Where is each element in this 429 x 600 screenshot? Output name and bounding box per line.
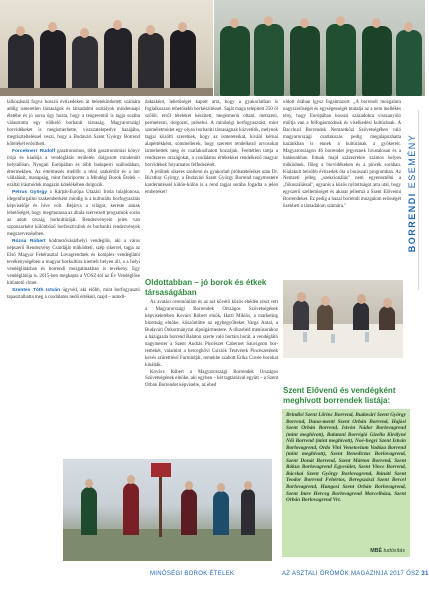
procession-photo — [63, 459, 272, 561]
paragraph: Szentes Tóth István ügyvéd, aki előbb, mint borfogyasztó tapasztalhatta meg a csodálatos nedű értékeit, majd – autodi- — [7, 287, 140, 300]
section-heading: Oldottabban – jó borok és étkek társaságában — [145, 278, 267, 297]
footer-right: AZ ASZTALI ÖRÖMÖK MAGAZINJA 2017 ŐSZ 31 — [282, 571, 429, 577]
person-name: Petrus György — [12, 190, 48, 196]
article-column-2-continued — [145, 300, 278, 452]
group-photo-robes — [214, 0, 425, 96]
article-column-3 — [283, 100, 401, 276]
article-column-2 — [145, 100, 278, 268]
footer-left-title: MINŐSÉGI BOROK ÉTELEK — [150, 571, 235, 577]
paragraph: Kovács Róbert a Magyarországi Borrendek Országos Szövetségének elnöke, aki egyben – két tagtársával együtt – a Szent Orbán Borrendet képviselte, az ebed — [145, 369, 278, 389]
person-name: Rózsa Róbert — [12, 239, 46, 245]
person-name: Szentes Tóth István — [12, 287, 61, 293]
paragraph: Rózsa Róbert hódmezővásárhelyi vendéglős, aki a város népszerű Rendezvény Csárdáját működteti, szép sikerrel, tagja az Első Magyar Fehérasztal Lovagrendnek és komplex vendéglátói tevékenységében a magyar borkultúra kiemelt helyen áll, a a helyi vendéglátásban és borrendi mozgalmakban is tevékeny. Egy vendéglátója is. 2015-ben megkapta a VOSZ-tól az Év Vendéglőse kitüntető címet. — [7, 239, 140, 286]
borrend-list-box — [282, 409, 410, 557]
paragraph: Az avatási ceremóniám és az azt követő közös ebédén részt vett a Magyarországi Borrendek Országos Szövetségének képviseletében Kovács Róbert elnök, Hartl Miklós, a marketing bizottság elnöke, köszöntötte az egybegyűlteket Varga Antal, a Budavári Önkormányzat alpolgármestere. A díszebéd menüsorához a házigazda borrend Balaton szerte való bortárs borát, a vendéglátó nagymester a Szent András Pincészet Cabernet Sauvignon bor- remekét, valamint a herceghövi Csiziók Testvérek Pincészetének kevés szürettlésű Furmintját, remekbe szabott Erika Cuvée borokat kínálták. — [145, 300, 278, 368]
paragraph: daktaként, lehetőséget kapott arra, hogy a gyakorlatban is foglalkozzon tehetősebb borkészítéssel. Saját maga telepített 250 öl szőlőt, erről tételeket készített, megismerni oltani, metszeni, permetezni, dolgozni, préselni. A minőségi borfogyasztást, mint személetmódot egy olyan borbaráti társaságnak közvetítik, melynek tagjai közötti szeretnek, hogy az ismereteikat, kiváló kérnai alapértékként, sommelierek, hogy szeretet rendelkező orvosokat ismerhettek meg és csatlakozhatott hozzájuk. Feeltétlen tartja a rendszeres országokat, a csodálatos értékekkel rendelkező magyar borvidékek folyamatos felfedezését. — [145, 100, 278, 168]
borrend-list: Brindisi Szent Lőrinc Borrend, Budavári Szent György Borrend, Duna-menti Szent Orbán Borrend, Hajósi Szent Orbán Borrend, Istvón Nádor Borlovagrend (mint meghívott), Balatoni Borrégió Gizella Királyné Női Borrend (mint meghívott), Noé-hegyi Szent István Borlovagrend, Ordo Vini Venetovium Vadóza Borrend (mint meghívott), Szent Benedictus Borlovagrend, Szent Donát Borrend, Szent Márton Borrend, Szent Rókus Borlovagrend Egyesület, Szent Vince Borrend, Bácskai Szent György Borlovagrend, Bánáti Szent Teodor Borrend Fehértos, Beregszászi Szent Bercel Borlovagrend, Hungosi Szent Orbán Borlovagrend, Szent Imre Herceg Borlovagrend Marcelháza, Szent Orbán Borlovagrend Vrt. — [286, 412, 406, 504]
signature: MBÉ tudósítás — [370, 548, 405, 554]
dinner-photo — [283, 280, 403, 358]
page-number: 31 — [421, 571, 429, 577]
paragraph: lalkozásnál fogva hosszú évtizedeken át beletekinthetett számára addig ismeretlen társaságok és társadalmi osztályok mindennapi életébe és jó sorsa úgy hozta, hogy a tengerentúl is tagja sorába választotta egy előkelő borbarát társaság. Magyarországi borvidékeket is megismerhette, viszszatelepedve hazájába, megtisztelteléssel veszi, hogy a Budavári Szent György Borrend kötelékét erősítheti. — [7, 100, 140, 147]
section-tag: BORRENDI ESEMÉNY — [407, 133, 417, 253]
paragraph: A jelöltek sikeres szellemi és gyakorlati próbatételeiket után Dr. Bicsthay György, a Budavári Szent György Borrend nagymestere kardérintéssel külön-külön is a rend tagjai sorába fogadta a jelen embereket! — [145, 169, 278, 196]
group-photo-men — [0, 0, 213, 96]
paragraph: oldott órában ígysz fogalmazott: „A borrendi mozgalom nagyszerűségét és egységességét mutatja az a nem mellékes tény, hogy Európában hosszú századokra visszanyúló múltja van a felfogásmódnak és viselkedési kultúrának. A Bacchusi Borrendek Nemzetközi Szövetségében való magyarországi csatlakozás pedig megalapozhatta hazánkban is ennek a kultúrának a gyökereit. Magyarországon 46 borrendet jegyeznek hivatalosan és a hatásunkban futnak majd százezrekre számos helyen működnek, főleg a borvidékeken és a pincék sorában. Kialakult belsőbb évtizedek óta a borászati programban. Az Nemzeti jelleg „szekcionálás" nem egyeneztélni a „fókuszálással", ugyanis a közös nyitottságot arra utal, hogy egyszerű szellemiséget és akarat jellemzi a Szent Elővenni Borrendeket. Ez pedig a hazai borrendi mozgalom erősségét üzenheti a társadalom számára." — [283, 100, 401, 210]
box-heading: Szent Elővenű és vendégként meghívott borrendek listája: — [283, 386, 396, 405]
person-name: Forceknerr Rudolf — [12, 148, 56, 154]
article-column-1 — [7, 100, 140, 460]
paragraph: Petrus György a Kárpát-Európa Utazási Iroda tulajdonosa, idegenforgalmi szakemberként mindig is a kulturális borfogyasztás képviselője és híve volt. Bejárva a világot, kereste annak lehetőségét, hogy megmutassa az általa szervezett programok során az adott ország borkultúráját. Rendezvényein jelen van szponzorként különböző borfesztiválok és borbaráti rendezvények megszervezésében. — [7, 190, 141, 238]
paragraph: Forceknerr Rudolf gasztronómus, több gasztronómiai könyv írója és kiadója a vendéglátás területén dolgozott mindenütt helytállóan. Nyugati Európában és több budapesti szállodában, éttermekben. Az értelmezés mellőlt a rémi szakértőit és a bor vállalását, manapság, mint fotóriporter a Mindégi Borok Ételek – ezáltal írásmódok magazin kötelékében dolgozik. — [7, 148, 140, 189]
